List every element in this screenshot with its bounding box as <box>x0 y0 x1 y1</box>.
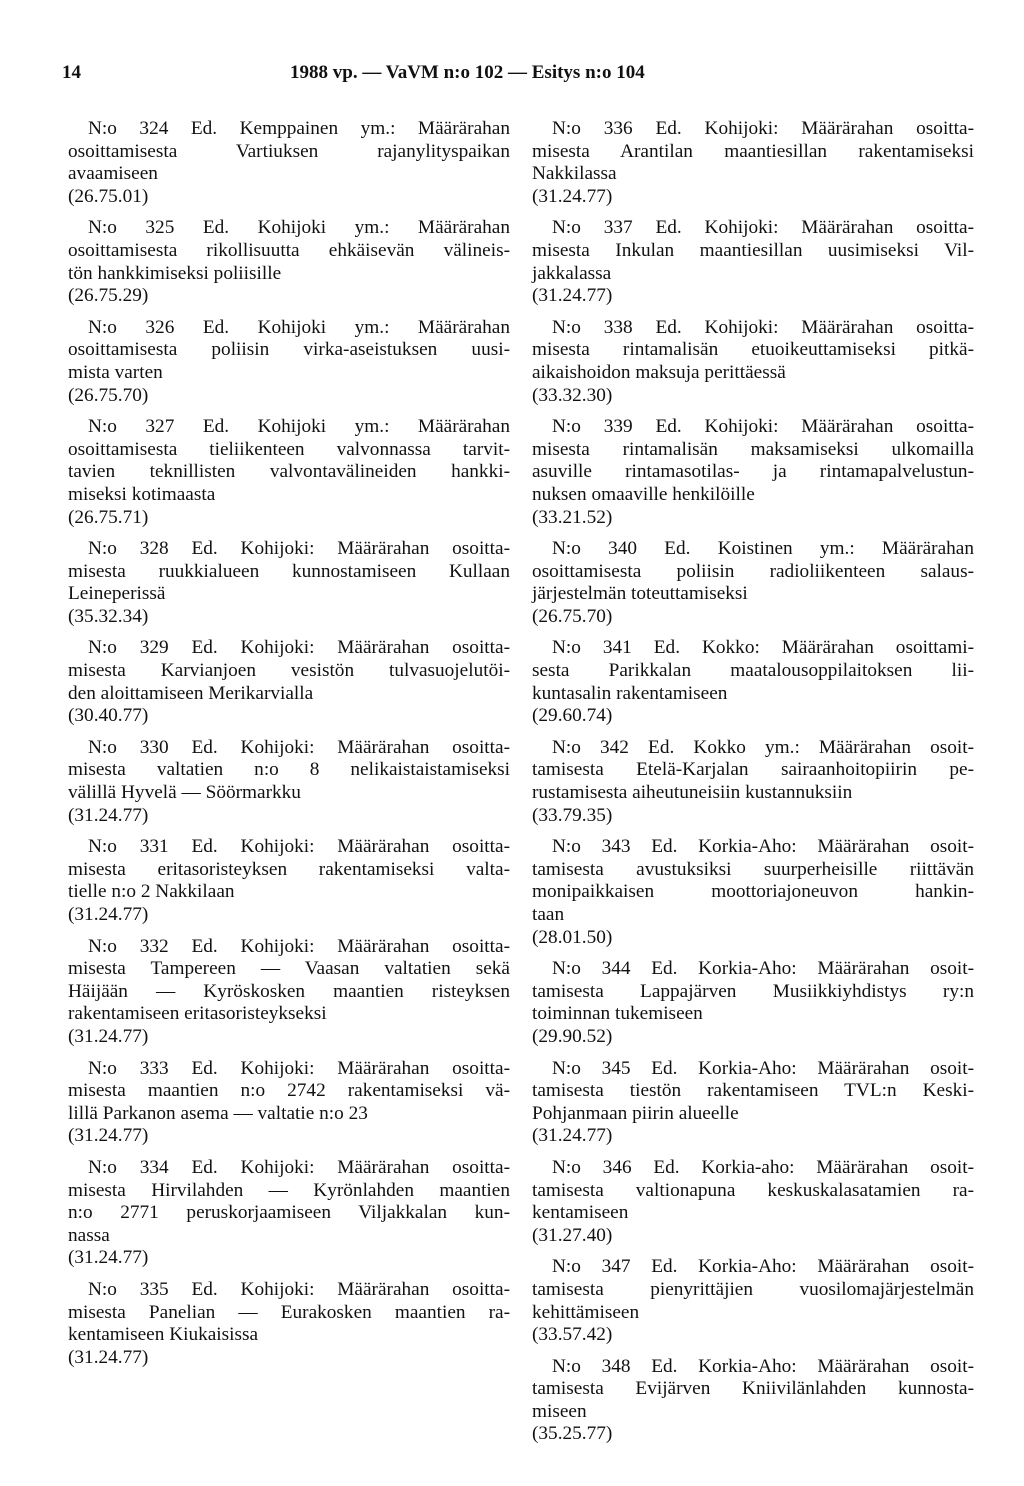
motion-text-line: osoittamisesta poliisin virka-aseistuksen uusi- <box>68 339 510 361</box>
motion-text-line: misesta rintamalisän etuoikeuttamiseksi pitkä- <box>532 339 974 361</box>
motion-text-line: tamisesta Lappajärven Musiikkiyhdistys ry:n <box>532 980 974 1002</box>
budget-item-code: (29.60.74) <box>532 705 613 727</box>
left-column <box>68 118 510 1378</box>
motion-text-line: osoittamisesta poliisin radioliikenteen salaus- <box>532 560 974 582</box>
motion-text-line: misesta ruukkialueen kunnostamiseen Kullaan <box>68 560 510 582</box>
motion-text-line: misesta Inkulan maantiesillan uusimiseksi Vil- <box>532 239 974 261</box>
motion-text-line: tamisesta tiestön rakentamiseen TVL:n Keski- <box>532 1080 974 1102</box>
motion-text-line: osoittamisesta rikollisuutta ehkäisevän välineis- <box>68 239 510 261</box>
motion-text-line: tamisesta avustuksiksi suurperheisille riittävän <box>532 858 974 880</box>
motion-text-line: Häijään — Kyröskosken maantien risteyksen <box>68 980 510 1002</box>
motion-text-line: misesta Panelian — Eurakosken maantien ra- <box>68 1301 510 1323</box>
motion-text-line: aikaishoidon maksuja perittäessä <box>532 361 786 383</box>
motion-text-line: N:o 336 Ed. Kohijoki: Määrärahan osoitta- <box>552 118 974 139</box>
motion-text-line: jakkalassa <box>532 262 612 284</box>
motion-text-line: Pohjanmaan piirin alueelle <box>532 1102 739 1124</box>
budget-item-code: (29.90.52) <box>532 1025 613 1047</box>
motion-entry <box>68 317 510 407</box>
motion-text-line: miseen <box>532 1400 587 1422</box>
motion-text-line: välillä Hyvelä — Söörmarkku <box>68 782 301 804</box>
budget-item-code: (31.24.77) <box>68 1346 149 1368</box>
motion-text-line: misesta Tampereen — Vaasan valtatien sekä <box>68 958 510 980</box>
motion-text-line: N:o 343 Ed. Korkia-Aho: Määrärahan osoit- <box>552 836 974 858</box>
motion-text-line: tielle n:o 2 Nakkilaan <box>68 881 235 903</box>
motion-text-line: misesta Karvianjoen vesistön tulvasuojelutöi- <box>68 660 510 682</box>
motion-text-line: N:o 341 Ed. Kokko: Määrärahan osoittami- <box>552 637 974 659</box>
motion-text-line: taan <box>532 904 565 925</box>
motion-entry <box>532 1157 974 1247</box>
motion-text-line: N:o 337 Ed. Kohijoki: Määrärahan osoitta- <box>552 217 974 239</box>
motion-text-line: N:o 344 Ed. Korkia-Aho: Määrärahan osoit- <box>552 958 974 980</box>
motion-text-line: tamisesta pienyrittäjien vuosilomajärjestelmän <box>532 1278 974 1300</box>
motion-text-line: misesta Hirvilahden — Kyrönlahden maantien <box>68 1179 510 1201</box>
budget-item-code: (33.57.42) <box>532 1324 613 1346</box>
motion-entry <box>532 958 974 1048</box>
motion-text-line: misesta rintamalisän maksamiseksi ulkomailla <box>532 438 974 460</box>
motion-entry <box>532 1256 974 1346</box>
motion-text-line: misesta eritasoristeyksen rakentamiseksi valta- <box>68 858 510 880</box>
budget-item-code: (31.24.77) <box>532 285 613 307</box>
motion-entry <box>532 416 974 529</box>
motion-text-line: toiminnan tukemiseen <box>532 1003 703 1025</box>
motion-text-line: N:o 333 Ed. Kohijoki: Määrärahan osoitta- <box>88 1057 510 1079</box>
motion-text-line: tamisesta Evijärven Kniivilänlahden kunnosta- <box>532 1378 974 1400</box>
budget-item-code: (33.21.52) <box>532 506 613 528</box>
motion-text-line: n:o 2771 peruskorjaamiseen Viljakkalan kun- <box>68 1202 510 1224</box>
motion-text-line: N:o 325 Ed. Kohijoki ym.: Määrärahan <box>88 217 510 239</box>
motion-text-line: N:o 332 Ed. Kohijoki: Määrärahan osoitta- <box>88 935 510 957</box>
motion-entry <box>68 836 510 926</box>
motion-text-line: asuville rintamasotilas- ja rintamapalvelustun- <box>532 461 974 483</box>
budget-item-code: (31.24.77) <box>68 804 149 826</box>
motion-text-line: N:o 342 Ed. Kokko ym.: Määrärahan osoit- <box>552 736 974 758</box>
budget-item-code: (31.24.77) <box>532 1125 613 1147</box>
motion-text-line: tön hankkimiseksi poliisille <box>68 262 282 284</box>
budget-item-code: (31.24.77) <box>68 1125 149 1147</box>
motion-text-line: rakentamiseen eritasoristeykseksi <box>68 1003 327 1025</box>
motion-entry <box>532 637 974 727</box>
budget-item-code: (31.27.40) <box>532 1224 613 1246</box>
budget-item-code: (31.24.77) <box>532 185 613 207</box>
motion-text-line: tamisesta Etelä-Karjalan sairaanhoitopiirin pe- <box>532 759 974 781</box>
motion-text-line: N:o 339 Ed. Kohijoki: Määrärahan osoitta- <box>552 416 974 438</box>
budget-item-code: (33.32.30) <box>532 384 613 406</box>
motion-text-line: kentamiseen Kiukaisissa <box>68 1324 259 1346</box>
motion-text-line: sesta Parikkalan maatalousoppilaitoksen lii- <box>532 660 974 682</box>
motion-entry <box>532 1058 974 1148</box>
motion-entry <box>68 936 510 1049</box>
motion-entry <box>68 217 510 307</box>
motion-text-line: N:o 334 Ed. Kohijoki: Määrärahan osoitta- <box>88 1156 510 1178</box>
motion-text-line: N:o 335 Ed. Kohijoki: Määrärahan osoitta- <box>88 1278 510 1300</box>
motion-text-line: misesta valtatien n:o 8 nelikaistaistamiseksi <box>68 759 510 781</box>
motion-entry <box>68 1279 510 1369</box>
motion-text-line: avaamiseen <box>68 163 158 185</box>
motion-text-line: lillä Parkanon asema — valtatie n:o 23 <box>68 1102 368 1124</box>
motion-entry <box>68 1058 510 1148</box>
motion-text-line: misesta maantien n:o 2742 rakentamiseksi vä- <box>68 1080 510 1102</box>
motion-entry <box>68 637 510 727</box>
motion-text-line: N:o 328 Ed. Kohijoki: Määrärahan osoitta- <box>88 538 510 560</box>
motion-text-line: monipaikkaisen moottoriajoneuvon hankin- <box>532 881 974 903</box>
budget-item-code: (28.01.50) <box>532 926 613 948</box>
budget-item-code: (26.75.01) <box>68 185 149 207</box>
motion-text-line: N:o 324 Ed. Kemppainen ym.: Määrärahan <box>88 118 510 139</box>
motion-text-line: N:o 327 Ed. Kohijoki ym.: Määrärahan <box>88 416 510 438</box>
motion-text-line: kuntasalin rakentamiseen <box>532 682 728 704</box>
motion-entry <box>532 1356 974 1446</box>
motion-text-line: N:o 348 Ed. Korkia-Aho: Määrärahan osoit- <box>552 1355 974 1377</box>
motion-text-line: kehittämiseen <box>532 1301 640 1323</box>
budget-item-code: (26.75.70) <box>68 384 149 406</box>
motion-text-line: nassa <box>68 1224 110 1246</box>
motion-text-line: nuksen omaaville henkilöille <box>532 483 755 505</box>
motion-text-line: N:o 345 Ed. Korkia-Aho: Määrärahan osoit- <box>552 1057 974 1079</box>
right-column <box>532 118 974 1455</box>
motion-text-line: Nakkilassa <box>532 163 617 185</box>
motion-text-line: N:o 346 Ed. Korkia-aho: Määrärahan osoit- <box>552 1156 974 1178</box>
motion-entry <box>68 538 510 628</box>
motion-entry <box>532 538 974 628</box>
motion-text-line: mista varten <box>68 361 163 383</box>
motion-entry <box>532 836 974 949</box>
motion-text-line: N:o 329 Ed. Kohijoki: Määrärahan osoitta- <box>88 637 510 659</box>
motion-text-line: N:o 340 Ed. Koistinen ym.: Määrärahan <box>552 538 974 560</box>
motion-text-line: järjestelmän toteuttamiseksi <box>532 583 748 605</box>
motion-text-line: kentamiseen <box>532 1202 629 1224</box>
motion-entry <box>532 217 974 307</box>
budget-item-code: (31.24.77) <box>68 904 149 925</box>
motion-entry <box>68 118 510 208</box>
motion-text-line: N:o 331 Ed. Kohijoki: Määrärahan osoitta- <box>88 836 510 858</box>
motion-text-line: misesta Arantilan maantiesillan rakentamiseksi <box>532 140 974 162</box>
motion-entry <box>532 118 974 208</box>
motion-text-line: miseksi kotimaasta <box>68 483 216 505</box>
budget-item-code: (26.75.70) <box>532 605 613 627</box>
motion-text-line: den aloittamiseen Merikarvialla <box>68 682 314 704</box>
budget-item-code: (35.25.77) <box>532 1423 613 1445</box>
motion-entry <box>532 317 974 407</box>
budget-item-code: (26.75.71) <box>68 506 149 528</box>
motion-text-line: tavien teknillisten valvontavälineiden hankki- <box>68 461 510 483</box>
motion-entry <box>532 737 974 827</box>
motion-text-line: N:o 326 Ed. Kohijoki ym.: Määrärahan <box>88 316 510 338</box>
running-head: 1988 vp. — VaVM n:o 102 — Esitys n:o 104 <box>290 62 645 83</box>
motion-text-line: N:o 330 Ed. Kohijoki: Määrärahan osoitta- <box>88 736 510 758</box>
budget-item-code: (31.24.77) <box>68 1247 149 1269</box>
motion-entry <box>68 737 510 827</box>
budget-item-code: (33.79.35) <box>532 804 613 826</box>
budget-item-code: (35.32.34) <box>68 605 149 627</box>
page-number: 14 <box>62 62 81 83</box>
motion-entry <box>68 416 510 529</box>
motion-text-line: rustamisesta aiheutuneisiin kustannuksiin <box>532 782 853 804</box>
budget-item-code: (31.24.77) <box>68 1025 149 1047</box>
motion-text-line: N:o 338 Ed. Kohijoki: Määrärahan osoitta- <box>552 316 974 338</box>
motion-text-line: osoittamisesta tieliikenteen valvonnassa tarvit- <box>68 438 510 460</box>
motion-text-line: N:o 347 Ed. Korkia-Aho: Määrärahan osoit- <box>552 1256 974 1278</box>
motion-text-line: osoittamisesta Vartiuksen rajanylityspaikan <box>68 140 510 162</box>
motion-text-line: Leineperissä <box>68 583 166 605</box>
page-header <box>0 62 1024 90</box>
motion-entry <box>68 1157 510 1270</box>
budget-item-code: (26.75.29) <box>68 285 149 307</box>
budget-item-code: (30.40.77) <box>68 705 149 727</box>
motion-text-line: tamisesta valtionapuna keskuskalasatamien ra- <box>532 1179 974 1201</box>
